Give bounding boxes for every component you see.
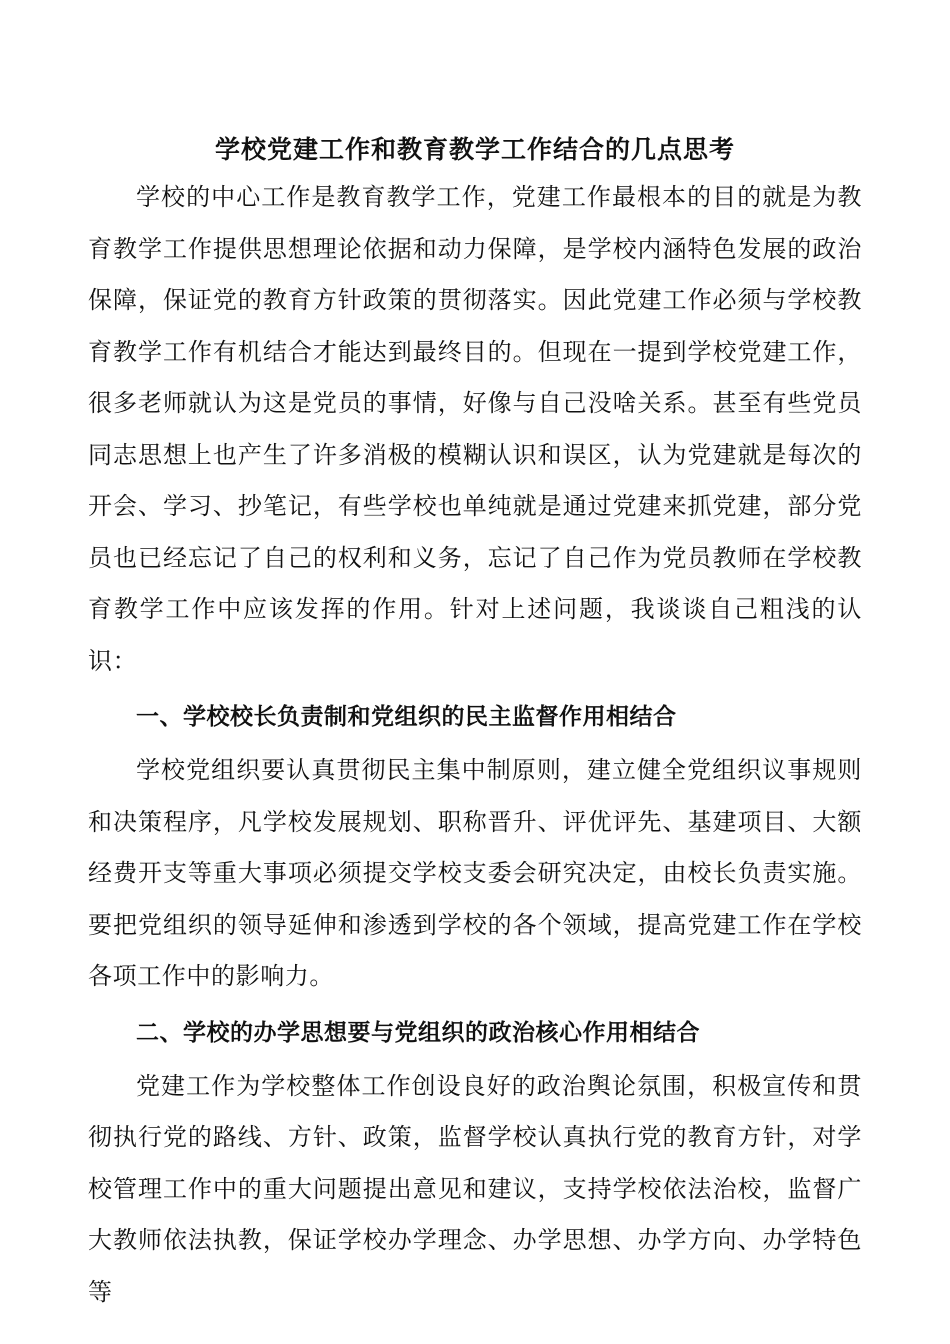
- document-page: [88, 124, 862, 1318]
- section-body-2: 党建工作为学校整体工作创设良好的政治舆论氛围，积极宣传和贯彻执行党的路线、方针、政策，监督学校认真执行党的教育方针，对学校管理工作中的重大问题提出意见和建议，支持学校依法治校，监督广大教师依法执教，保证学校办学理念、办学思想、办学方向、办学特色等: [88, 1071, 862, 1306]
- document-title: 学校党建工作和教育教学工作结合的几点思考: [214, 135, 735, 164]
- section-heading-2: 二、学校的办学思想要与党组织的政治核心作用相结合: [136, 1018, 700, 1046]
- intro-paragraph: 学校的中心工作是教育教学工作，党建工作最根本的目的就是为教育教学工作提供思想理论依据和动力保障，是学校内涵特色发展的政治保障，保证党的教育方针政策的贯彻落实。因此党建工作必须与学校教育教学工作有机结合才能达到最终目的。但现在一提到学校党建工作，很多老师就认为这是党员的事情，好像与自己没啥关系。甚至有些党员同志思想上也产生了许多消极的模糊认识和误区，认为党建就是每次的开会、学习、抄笔记，有些学校也单纯就是通过党建来抓党建，部分党员也已经忘记了自己的权利和义务，忘记了自己作为党员教师在学校教育教学工作中应该发挥的作用。针对上述问题，我谈谈自己粗浅的认识：: [88, 183, 862, 675]
- section-heading-1: 一、学校校长负责制和党组织的民主监督作用相结合: [136, 703, 677, 730]
- section-body-1: 学校党组织要认真贯彻民主集中制原则，建立健全党组织议事规则和决策程序，凡学校发展规划、职称晋升、评优评先、基建项目、大额经费开支等重大事项必须提交学校支委会研究决定，由校长负责实施。要把党组织的领导延伸和渗透到学校的各个领域，提高党建工作在学校各项工作中的影响力。: [88, 756, 862, 990]
